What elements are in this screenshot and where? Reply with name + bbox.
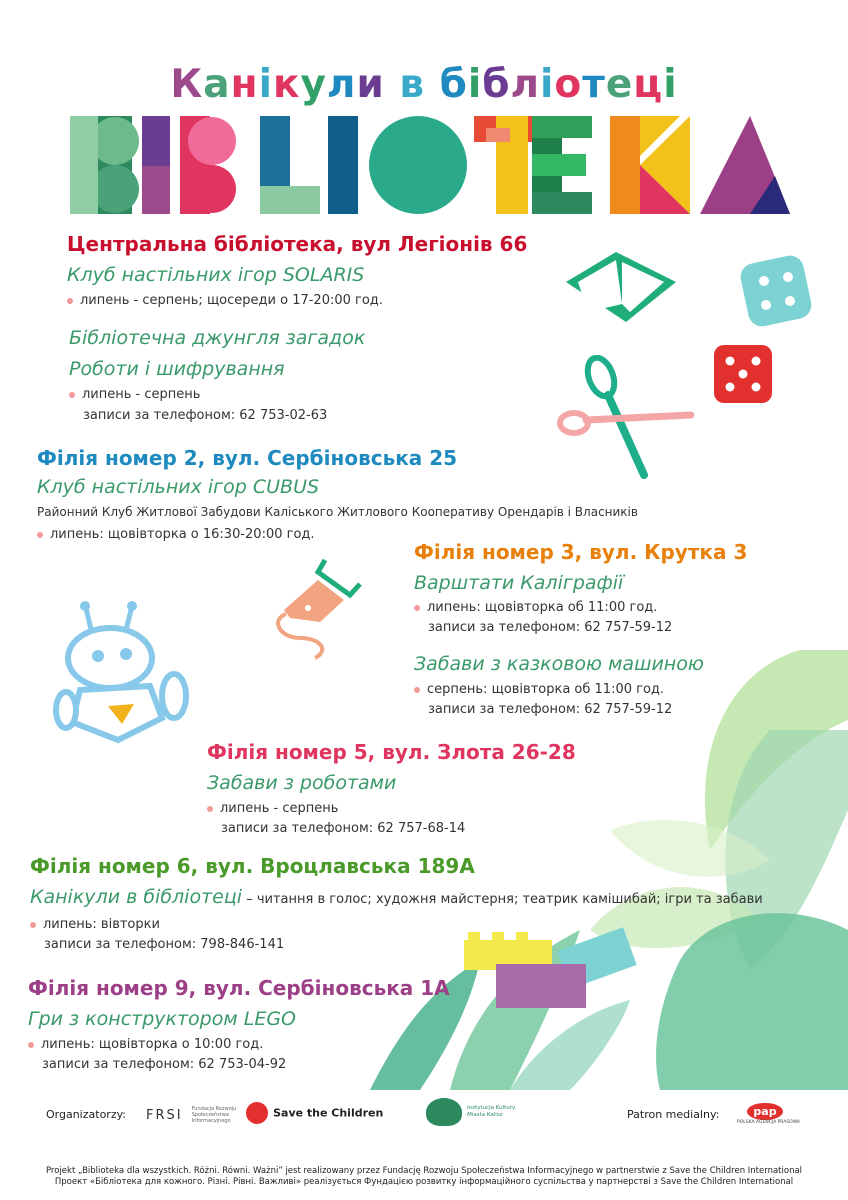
title-letter (385, 62, 400, 107)
event-title-holidays: Канікули в бібліотеці (30, 886, 243, 908)
bullet-icon (414, 605, 420, 611)
event-phone: записи за телефоном: 62 753-02-63 (83, 408, 328, 423)
event-title-robots-games: Забави з роботами (207, 772, 397, 794)
event-phone: записи за телефоном: 62 757-59-12 (428, 620, 673, 635)
event-phone: записи за телефоном: 798-846-141 (44, 937, 285, 952)
title-letter: б (482, 62, 511, 107)
bullet-icon (28, 1042, 34, 1048)
event-title-cubus: Клуб настільних ігор CUBUS (37, 476, 320, 498)
event-phone: записи за телефоном: 62 757-59-12 (428, 702, 673, 717)
event-schedule: липень: щовівторка о 10:00 год. (41, 1037, 264, 1052)
event-info (207, 800, 465, 837)
title-letter (425, 62, 440, 107)
bullet-icon (414, 687, 420, 693)
event-schedule: липень: щовівторка об 11:00 год. (427, 600, 658, 615)
instytucja-kultury-logo (426, 1098, 523, 1126)
title-letter: ц (633, 62, 664, 107)
event-title-solaris: Клуб настільних ігор SOLARIS (67, 264, 365, 286)
title-letter: і (467, 62, 483, 107)
open-book-icon (556, 242, 686, 337)
instytucja-text: Instytucja Kultury Miasta Kalisz (467, 1105, 516, 1118)
bullet-icon (207, 806, 213, 812)
event-title-jungle: Бібліотечна джунгля загадок (69, 327, 366, 349)
section-heading-branch-3: Філія номер 3, вул. Крутка 3 (414, 540, 748, 564)
title-letter: к (272, 62, 301, 107)
scissors-icon (556, 355, 696, 485)
dice-icon (712, 343, 774, 405)
patron-label: Patron medialny: (627, 1108, 720, 1121)
title-letter: К (170, 62, 204, 107)
event-info (414, 681, 672, 718)
title-letter: у (300, 62, 327, 107)
section-heading-central-library: Центральна бібліотека, вул Легіонів 66 (67, 232, 528, 256)
bullet-icon (30, 922, 36, 928)
event-phone: записи за телефоном: 62 753-04-92 (42, 1057, 287, 1072)
bullet-icon (37, 532, 43, 538)
event-info (67, 292, 383, 309)
title-letter: л (326, 62, 357, 107)
frsi-logo-subtext: Fundacja Rozwoju Społeczeństwa Informacyjnego (191, 1105, 237, 1124)
title-letter: н (230, 62, 259, 107)
save-the-children-logo (246, 1102, 383, 1124)
event-schedule: липень: вівторки (43, 917, 160, 932)
event-line (30, 886, 763, 908)
section-heading-branch-5: Філія номер 5, вул. Злота 26-28 (207, 740, 576, 764)
title-letter: и (356, 62, 385, 107)
event-description: – читання в голос; художня майстерня; театрик камішибай; ігри та забави (242, 892, 763, 907)
section-heading-branch-9: Філія номер 9, вул. Сербіновська 1А (28, 976, 450, 1000)
event-info (37, 526, 315, 543)
pap-logo (737, 1100, 801, 1125)
event-schedule: серпень: щовівторка об 11:00 год. (427, 682, 665, 697)
event-schedule: липень - серпень (82, 387, 201, 402)
save-the-children-text: Save the Children (273, 1106, 384, 1120)
event-info (414, 599, 672, 636)
organizers-label: Organizatorzy: (46, 1108, 127, 1121)
title-letter: і (258, 62, 273, 107)
pap-logo-text: pap (747, 1103, 782, 1120)
bullet-icon (69, 392, 75, 398)
bullet-icon (67, 298, 73, 304)
dice-icon (740, 255, 812, 327)
lego-brick-icon (462, 920, 642, 1015)
event-title-robots: Роботи і шифрування (69, 358, 285, 380)
title-letter: о (554, 62, 583, 107)
save-the-children-icon (246, 1102, 268, 1124)
section-heading-branch-6: Філія номер 6, вул. Вроцлавська 189А (30, 854, 475, 878)
footer-note-ukrainian: Проект «Бібліотека для кожного. Різні. Рівні. Важливі» реалізується Фундацією розвитку інформаційного суспільства у партнерстві з Save the Children International (54, 1177, 794, 1187)
title-letter: і (663, 62, 678, 107)
title-letter: і (540, 62, 555, 107)
title-letter: т (582, 62, 606, 107)
event-phone: записи за телефоном: 62 757-68-14 (221, 821, 466, 836)
biblioteka-logo (70, 116, 790, 214)
event-schedule: липень - серпень (220, 801, 339, 816)
section-heading-branch-2: Філія номер 2, вул. Сербіновська 25 (37, 446, 458, 470)
poster-title (0, 62, 848, 107)
title-letter: е (605, 62, 634, 107)
title-letter: б (439, 62, 468, 107)
event-info (28, 1036, 286, 1073)
pap-logo-subtext: POLSKA AGENCJA PRASOWA (737, 1120, 801, 1125)
frsi-logo (146, 1104, 252, 1124)
event-title-calligraphy: Варштати Каліграфії (414, 572, 624, 594)
event-info (30, 916, 284, 953)
event-title-fairytale-machine: Забави з казковою машиною (414, 653, 704, 675)
title-letter: а (203, 62, 231, 107)
title-letter: л (510, 62, 541, 107)
event-schedule: липень - серпень; щосереди о 17-20:00 год. (80, 293, 383, 308)
event-title-lego: Гри з конструктором LEGO (28, 1008, 297, 1030)
title-letter: в (399, 62, 426, 107)
robot-icon (50, 600, 190, 750)
event-info (69, 386, 327, 424)
fountain-pen-icon (260, 550, 370, 660)
tree-icon (426, 1098, 462, 1126)
event-description: Районний Клуб Житлової Забудови Каліського Житлового Кооперативу Орендарів і Власників (37, 505, 638, 519)
event-schedule: липень: щовівторка о 16:30-20:00 год. (50, 527, 315, 542)
frsi-logo-text: FRSI (146, 1108, 183, 1123)
footer-note-polish: Projekt „Biblioteka dla wszystkich. Różni. Równi. Ważni” jest realizowany przez Fundację Rozwoju Społeczeństwa Informacyjnego w partnerstwie z Save the Children International (45, 1166, 803, 1176)
